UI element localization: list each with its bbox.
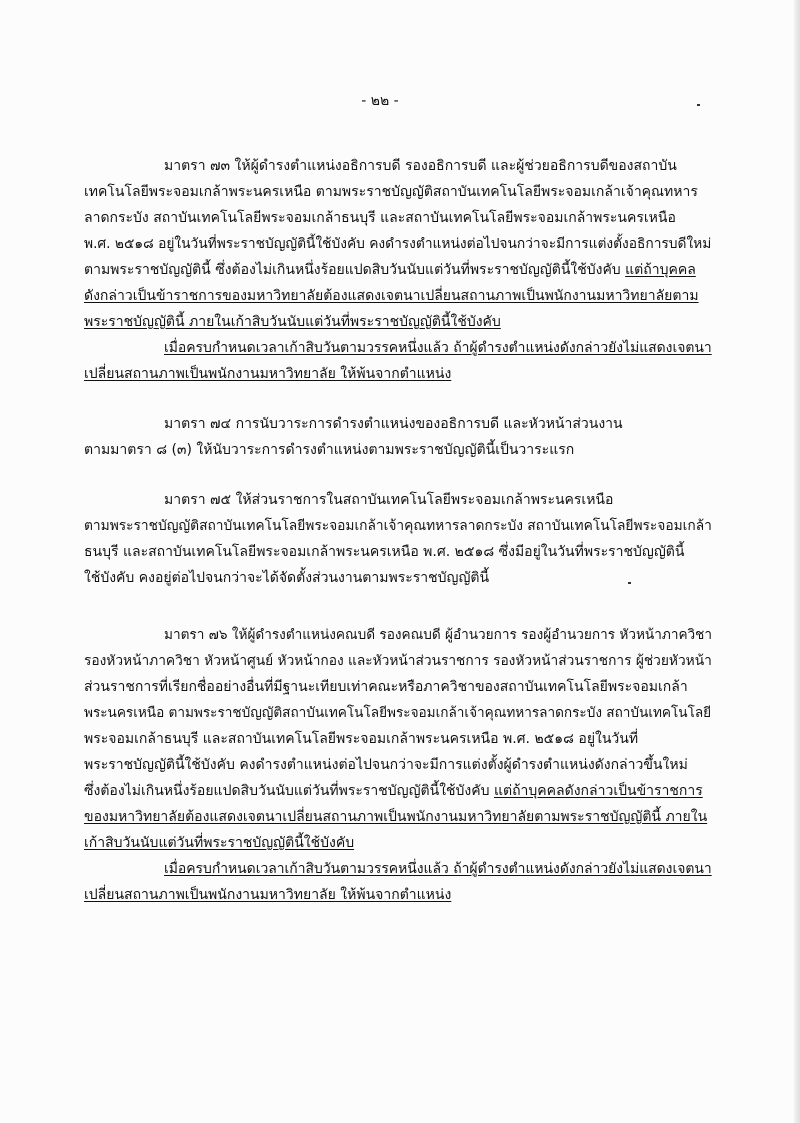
text-run: พระจอมเกล้าธนบุรี และสถาบันเทคโนโลยีพระจอมเกล้าพระนครเหนือ พ.ศ. ๒๕๑๘ อยู่ในวันที่ bbox=[84, 731, 639, 747]
text-line bbox=[164, 490, 613, 510]
text-line bbox=[84, 286, 699, 306]
underlined-text: เมื่อครบกำหนดเวลาเก้าสิบวันตามวรรคหนึ่งแล้ว ถ้าผู้ดำรงตำแหน่งดังกล่าวยังไม่แสดงเจตนา bbox=[164, 861, 712, 877]
underlined-text: เปลี่ยนสถานภาพเป็นพนักงานมหาวิทยาลัย ให้พ้นจากตำแหน่ง bbox=[84, 887, 452, 903]
text-run: มาตรา ๗๕ ให้ส่วนราชการในสถาบันเทคโนโลยีพระจอมเกล้าพระนครเหนือ bbox=[164, 492, 614, 508]
text-run: ตามพระราชบัญญัตินี้ ซึ่งต้องไม่เกินหนึ่งร้อยแปดสิบวันนับแต่วันที่พระราชบัญญัตินี้ใช้บังคับ bbox=[84, 262, 626, 278]
text-run: มาตรา ๗๓ ให้ผู้ดำรงตำแหน่งอธิการบดี รองอธิการบดี และผู้ช่วยอธิการบดีของสถาบัน bbox=[164, 158, 677, 174]
text-line bbox=[84, 703, 711, 723]
text-line bbox=[84, 781, 703, 801]
text-line bbox=[84, 440, 574, 460]
text-line bbox=[84, 312, 501, 332]
text-line bbox=[164, 338, 712, 358]
underlined-text: เก้าสิบวันนับแต่วันที่พระราชบัญญัตินี้ใช้บังคับ bbox=[84, 835, 355, 851]
text-run: ส่วนราชการที่เรียกชื่ออย่างอื่นที่มีฐานะเทียบเท่าคณะหรือภาควิชาของสถาบันเทคโนโลยีพระจอมเกล้า bbox=[84, 679, 688, 695]
underlined-text: แต่ถ้าบุคคล bbox=[625, 262, 696, 278]
scan-speck bbox=[628, 582, 631, 584]
text-run: ตามพระราชบัญญัติสถาบันเทคโนโลยีพระจอมเกล้าเจ้าคุณทหารลาดกระบัง สถาบันเทคโนโลยีพระจอมเกล้า bbox=[84, 518, 712, 534]
underlined-text: พระราชบัญญัตินี้ ภายในเก้าสิบวันนับแต่วันที่พระราชบัญญัตินี้ใช้บังคับ bbox=[84, 314, 501, 330]
text-line bbox=[84, 516, 712, 536]
underlined-text: ดังกล่าวเป็นข้าราชการของมหาวิทยาลัยต้องแสดงเจตนาเปลี่ยนสถานภาพเป็นพนักงานมหาวิทยาลัยตาม bbox=[84, 288, 699, 304]
text-run: ธนบุรี และสถาบันเทคโนโลยีพระจอมเกล้าพระนครเหนือ พ.ศ. ๒๕๑๘ ซึ่งมีอยู่ในวันที่พระราชบัญญัตินี้ bbox=[84, 544, 685, 560]
underlined-text: แต่ถ้าบุคคลดังกล่าวเป็นข้าราชการ bbox=[493, 783, 703, 799]
text-run: พระราชบัญญัตินี้ใช้บังคับ คงดำรงตำแหน่งต่อไปจนกว่าจะมีการแต่งตั้งผู้ดำรงตำแหน่งดังกล่าวขึ้นใหม่ bbox=[84, 757, 688, 773]
text-line bbox=[164, 414, 623, 434]
text-line bbox=[164, 859, 712, 879]
scan-speck bbox=[697, 104, 700, 106]
text-line bbox=[84, 885, 451, 905]
text-line bbox=[84, 182, 698, 202]
text-line bbox=[84, 651, 712, 671]
text-run: เทคโนโลยีพระจอมเกล้าพระนครเหนือ ตามพระราชบัญญัติสถาบันเทคโนโลยีพระจอมเกล้าเจ้าคุณทหาร bbox=[84, 184, 698, 200]
text-run: ซึ่งต้องไม่เกินหนึ่งร้อยแปดสิบวันนับแต่วันที่พระราชบัญญัตินี้ใช้บังคับ bbox=[84, 783, 494, 799]
text-run: รองหัวหน้าภาควิชา หัวหน้าศูนย์ หัวหน้ากอง และหัวหน้าส่วนราชการ รองหัวหน้าส่วนราชการ ผู้ช่วยหัวหน้า bbox=[84, 653, 712, 669]
text-run: มาตรา ๗๖ ให้ผู้ดำรงตำแหน่งคณบดี รองคณบดี ผู้อำนวยการ รองผู้อำนวยการ หัวหน้าภาควิชา bbox=[164, 627, 713, 643]
text-run: พระนครเหนือ ตามพระราชบัญญัติสถาบันเทคโนโลยีพระจอมเกล้าเจ้าคุณทหารลาดกระบัง สถาบันเทคโนโลยี bbox=[84, 705, 712, 721]
text-run: พ.ศ. ๒๕๑๘ อยู่ในวันที่พระราชบัญญัตินี้ใช้บังคับ คงดำรงตำแหน่งต่อไปจนกว่าจะมีการแต่งตั้งอธิการบดีใหม่ bbox=[84, 236, 712, 252]
text-line bbox=[84, 260, 696, 280]
text-run: ตามมาตรา ๘ (๓) ให้นับวาระการดำรงตำแหน่งตามพระราชบัญญัตินี้เป็นวาระแรก bbox=[84, 442, 575, 458]
text-line bbox=[164, 625, 712, 645]
text-line bbox=[84, 807, 707, 827]
underlined-text: เปลี่ยนสถานภาพเป็นพนักงานมหาวิทยาลัย ให้พ้นจากตำแหน่ง bbox=[84, 366, 452, 382]
underlined-text: เมื่อครบกำหนดเวลาเก้าสิบวันตามวรรคหนึ่งแล้ว ถ้าผู้ดำรงตำแหน่งดังกล่าวยังไม่แสดงเจตนา bbox=[164, 340, 712, 356]
text-line bbox=[84, 234, 711, 254]
text-line bbox=[84, 677, 688, 697]
underlined-text: ของมหาวิทยาลัยต้องแสดงเจตนาเปลี่ยนสถานภาพเป็นพนักงานมหาวิทยาลัยตามพระราชบัญญัตินี้ ภายใน bbox=[84, 809, 708, 825]
text-line bbox=[84, 568, 489, 588]
scan-edge bbox=[794, 0, 800, 1123]
text-run: ใช้บังคับ คงอยู่ต่อไปจนกว่าจะได้จัดตั้งส่วนงานตามพระราชบัญญัตินี้ bbox=[84, 570, 490, 586]
text-line bbox=[84, 833, 354, 853]
text-line bbox=[84, 208, 676, 228]
text-run: ลาดกระบัง สถาบันเทคโนโลยีพระจอมเกล้าธนบุรี และสถาบันเทคโนโลยีพระจอมเกล้าพระนครเหนือ bbox=[84, 210, 676, 226]
text-line bbox=[84, 542, 684, 562]
text-line bbox=[84, 729, 638, 749]
text-run: มาตรา ๗๔ การนับวาระการดำรงตำแหน่งของอธิการบดี และหัวหน้าส่วนงาน bbox=[164, 416, 623, 432]
text-line bbox=[84, 364, 451, 384]
text-line bbox=[164, 156, 677, 176]
page-number: - ๒๒ - bbox=[361, 93, 399, 109]
text-line bbox=[84, 755, 688, 775]
